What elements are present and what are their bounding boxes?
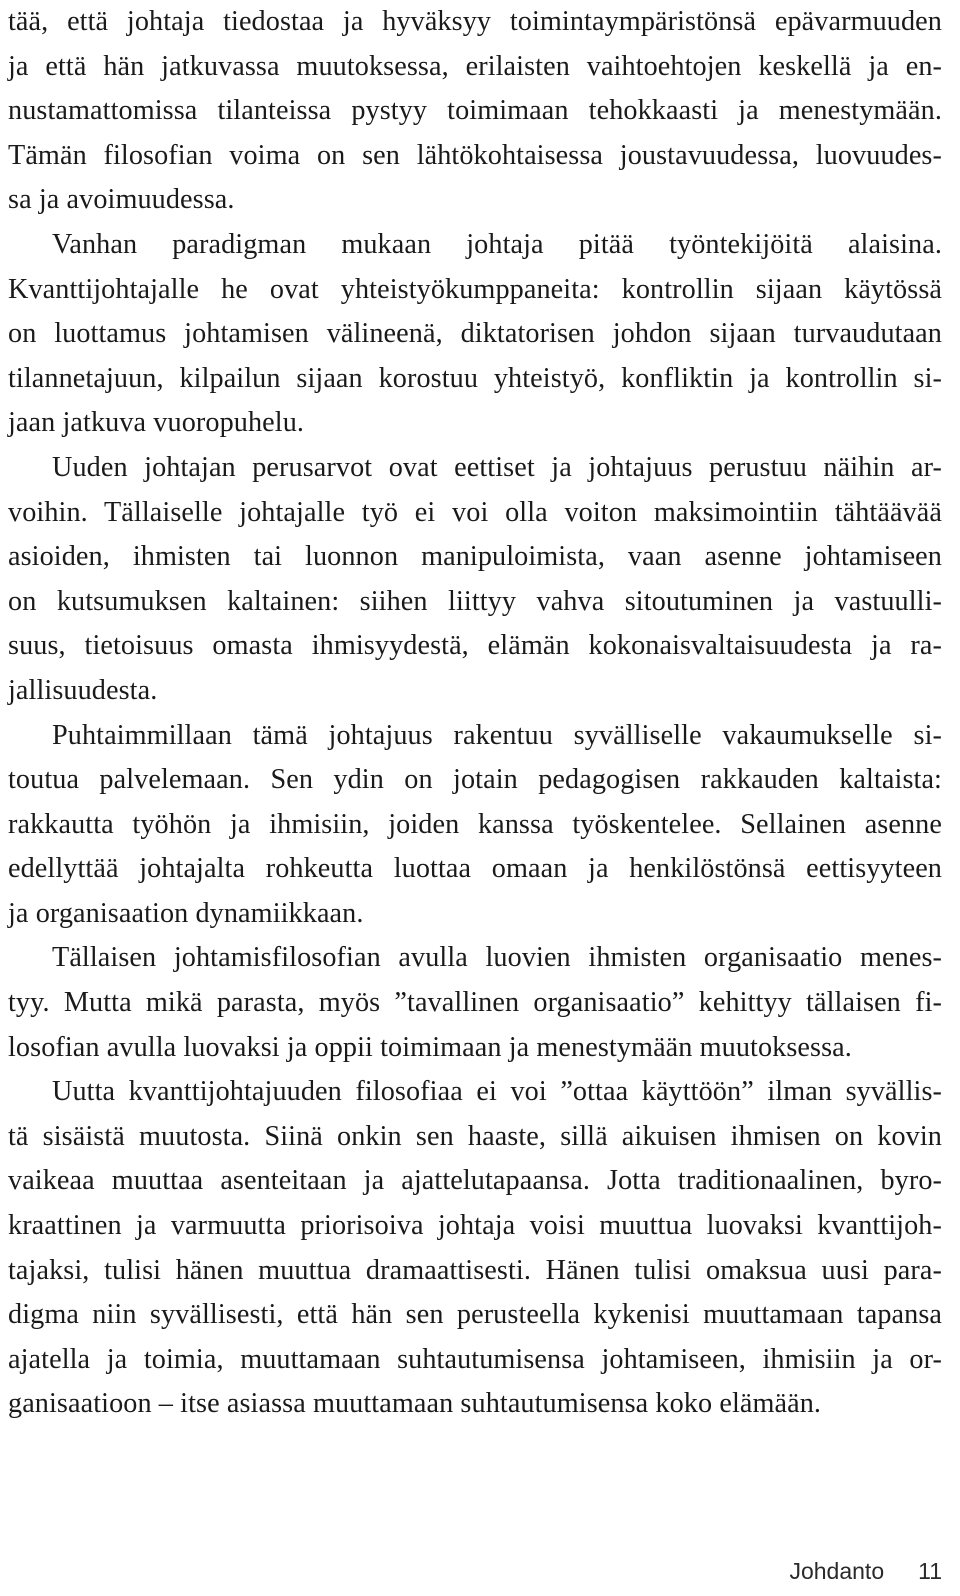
text-line: Tämän filosofian voima on sen lähtökohtaisessa joustavuudessa, luovuudes- — [8, 139, 942, 171]
page-number: 11 — [918, 1558, 942, 1584]
text-line: digma niin syvällisesti, että hän sen perusteella kykenisi muuttamaan tapansa — [8, 1299, 942, 1331]
text-line: asioiden, ihmisten tai luonnon manipuloimista, vaan asenne johtamiseen — [8, 541, 942, 573]
text-line: tää, että johtaja tiedostaa ja hyväksyy toimintaympäristönsä epävarmuuden — [8, 6, 942, 37]
text-line: kraattinen ja varmuutta priorisoiva johtaja voisi muuttua luovaksi kvanttijoh- — [8, 1210, 942, 1242]
text-line: tajaksi, tulisi hänen muuttua dramaattisesti. Hänen tulisi omaksua uusi para- — [8, 1254, 942, 1286]
page-footer — [789, 1553, 942, 1589]
text-line: Kvanttijohtajalle he ovat yhteistyökumppaneita: kontrollin sijaan käytössä — [8, 273, 942, 305]
text-line: ja että hän jatkuvassa muutoksessa, erilaisten vaihtoehtojen keskellä ja en- — [8, 50, 942, 82]
text-line: jallisuudesta. — [8, 674, 158, 706]
text-line: losofian avulla luovaksi ja oppii toimimaan ja menestymään muutoksessa. — [8, 1031, 852, 1063]
text-line: on kutsumuksen kaltainen: siihen liittyy vahva sitoutuminen ja vastuulli- — [8, 585, 942, 617]
text-line: Uutta kvanttijohtajuuden filosofiaa ei voi ”ottaa käyttöön” ilman syvällis- — [52, 1076, 942, 1108]
text-line: Tällaisen johtamisfilosofian avulla luovien ihmisten organisaatio menes- — [52, 942, 942, 974]
text-line: voihin. Tällaiselle johtajalle työ ei voi olla voiton maksimointiin tähtäävää — [8, 496, 942, 528]
text-line: Puhtaimmillaan tämä johtajuus rakentuu syvälliselle vakaumukselle si- — [52, 719, 942, 751]
text-line: ja organisaation dynamiikkaan. — [8, 897, 364, 929]
text-line: tilannetajuun, kilpailun sijaan korostuu yhteistyö, konfliktin ja kontrollin si- — [8, 362, 942, 394]
text-line: ajatella ja toimia, muuttamaan suhtautumisensa johtamiseen, ihmisiin ja or- — [8, 1343, 942, 1375]
text-line: vaikeaa muuttaa asenteitaan ja ajattelutapaansa. Jotta traditionaalinen, byro- — [8, 1165, 942, 1197]
text-line: nustamattomissa tilanteissa pystyy toimimaan tehokkaasti ja menestymään. — [8, 95, 942, 127]
text-line: jaan jatkuva vuoropuhelu. — [8, 407, 305, 439]
text-line: toutua palvelemaan. Sen ydin on jotain pedagogisen rakkauden kaltaista: — [8, 764, 942, 796]
text-line: ganisaatioon – itse asiassa muuttamaan suhtautumisensa koko elämään. — [8, 1388, 822, 1420]
text-line: sa ja avoimuudessa. — [8, 184, 235, 216]
page-body — [8, 0, 942, 1427]
running-title: Johdanto — [789, 1558, 885, 1584]
text-line: Uuden johtajan perusarvot ovat eettiset ja johtajuus perustuu näihin ar- — [52, 451, 942, 483]
text-line: tä sisäistä muutosta. Siinä onkin sen haaste, sillä aikuisen ihmisen on kovin — [8, 1120, 942, 1152]
text-line: edellyttää johtajalta rohkeutta luottaa omaan ja henkilöstönsä eettisyyteen — [8, 853, 942, 885]
text-line: suus, tietoisuus omasta ihmisyydestä, elämän kokonaisvaltaisuudesta ja ra- — [8, 630, 942, 662]
text-line: Vanhan paradigman mukaan johtaja pitää työntekijöitä alaisina. — [52, 228, 942, 260]
text-line: tyy. Mutta mikä parasta, myös ”tavallinen organisaatio” kehittyy tällaisen fi- — [8, 987, 942, 1019]
text-line: rakkautta työhön ja ihmisiin, joiden kanssa työskentelee. Sellainen asenne — [8, 808, 942, 840]
text-line: on luottamus johtamisen välineenä, diktatorisen johdon sijaan turvaudutaan — [8, 318, 942, 350]
